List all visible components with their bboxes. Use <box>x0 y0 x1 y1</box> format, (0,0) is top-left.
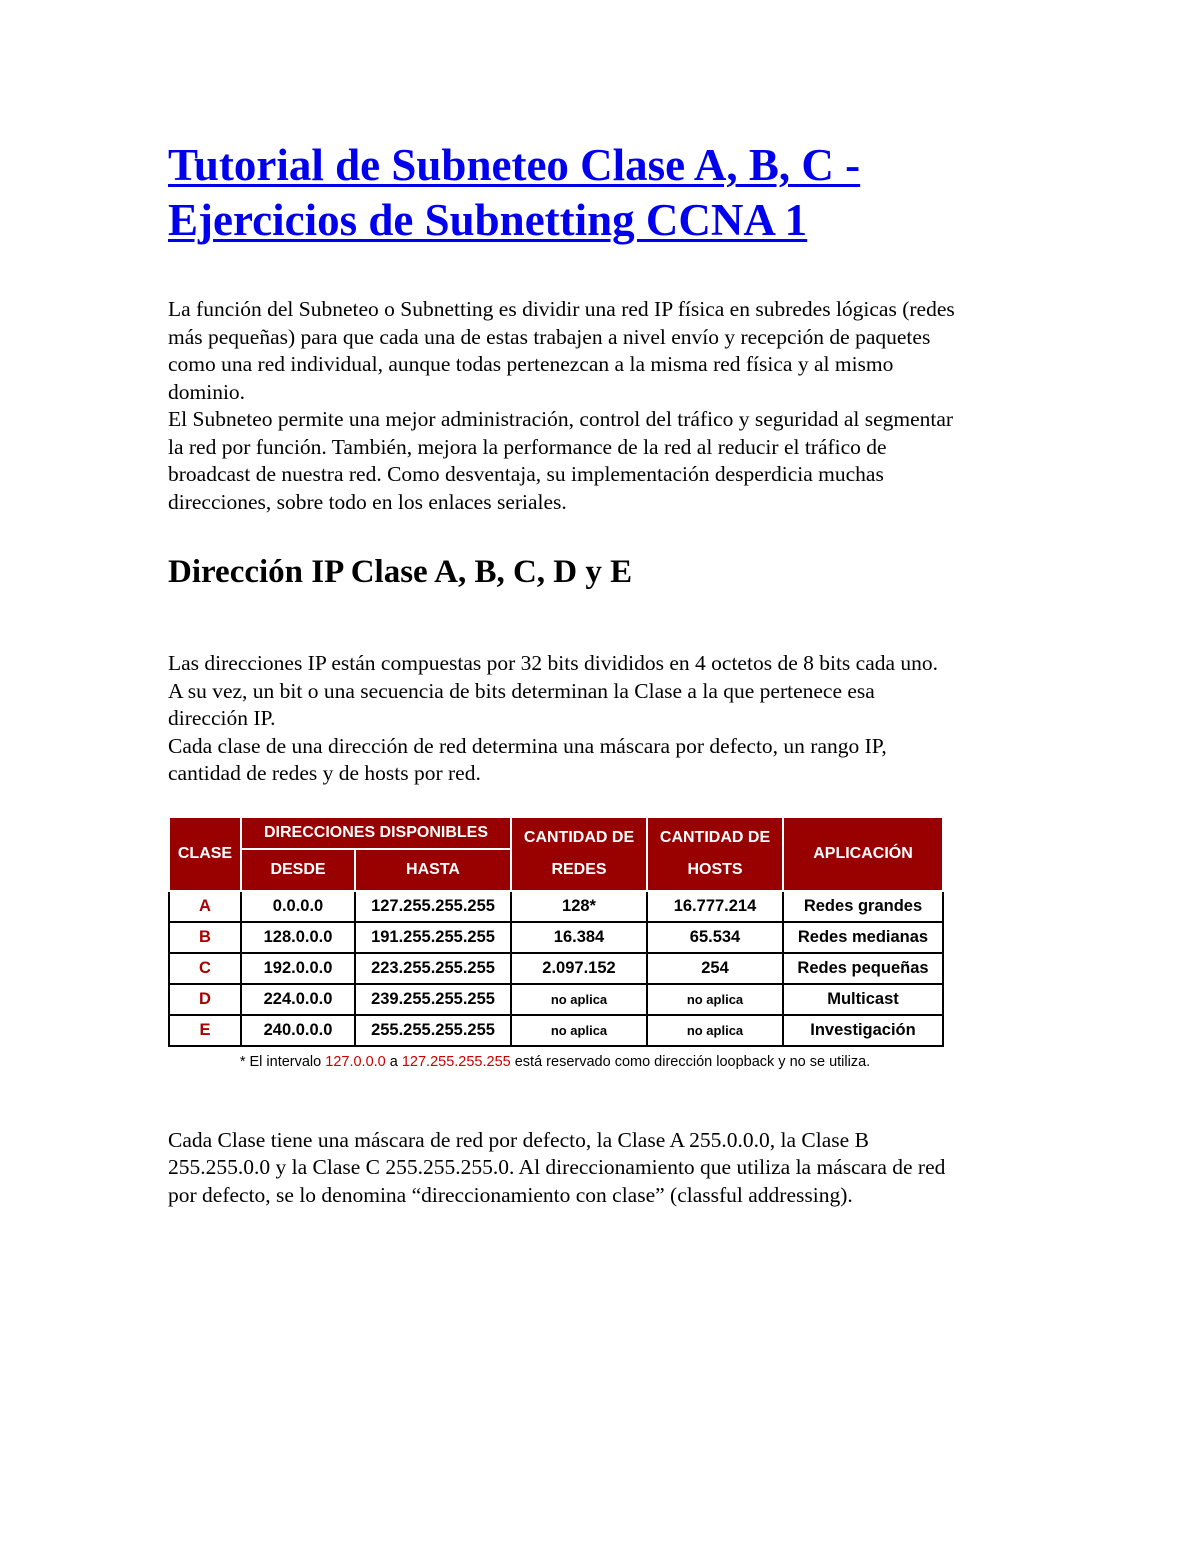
header-desde: DESDE <box>241 849 355 891</box>
header-redes-line1: CANTIDAD DE <box>523 828 635 846</box>
cell-desde: 192.0.0.0 <box>241 953 355 984</box>
cell-aplicacion: Redes pequeñas <box>783 953 943 984</box>
footnote-range-start: 127.0.0.0 <box>325 1053 386 1070</box>
cell-redes: 2.097.152 <box>511 953 647 984</box>
header-hosts-line2: HOSTS <box>687 860 743 878</box>
header-redes-line2: REDES <box>551 860 607 878</box>
intro-line: El Subneteo permite una mejor administración, control del tráfico y seguridad al segmentar <box>168 407 954 431</box>
title-line-1: Tutorial de Subneteo Clase A, B, C - <box>168 140 861 190</box>
section-heading: Dirección IP Clase A, B, C, D y E <box>168 554 633 590</box>
cell-hasta: 191.255.255.255 <box>355 922 511 953</box>
closing-paragraph <box>168 1127 1048 1210</box>
table-row <box>169 984 943 1015</box>
cell-clase: B <box>169 922 241 953</box>
intro-paragraph <box>168 296 1048 516</box>
cell-redes: 128* <box>511 891 647 922</box>
cell-clase: D <box>169 984 241 1015</box>
cell-aplicacion: Redes medianas <box>783 922 943 953</box>
footnote-prefix: * El intervalo <box>239 1053 326 1070</box>
cell-desde: 224.0.0.0 <box>241 984 355 1015</box>
cell-clase: A <box>169 891 241 922</box>
cell-hasta: 223.255.255.255 <box>355 953 511 984</box>
section-paragraph <box>168 650 1048 788</box>
table-row <box>169 1015 943 1046</box>
cell-redes: no aplica <box>511 1015 647 1046</box>
table-footnote <box>168 1053 942 1071</box>
cell-hosts: no aplica <box>647 1015 783 1046</box>
cell-aplicacion: Multicast <box>783 984 943 1015</box>
header-hosts-line1: CANTIDAD DE <box>659 828 771 846</box>
footnote-range-end: 127.255.255.255 <box>401 1053 511 1070</box>
cell-desde: 0.0.0.0 <box>241 891 355 922</box>
header-direcciones: DIRECCIONES DISPONIBLES <box>241 817 511 849</box>
footnote-middle: a <box>385 1053 402 1070</box>
section-line: Las direcciones IP están compuestas por 32 bits divididos en 4 octetos de 8 bits cada uno. <box>168 651 939 675</box>
title-line-2: Ejercicios de Subnetting CCNA 1 <box>168 195 808 245</box>
intro-line: La función del Subneteo o Subnetting es dividir una red IP física en subredes lógicas (redes <box>168 297 955 321</box>
cell-redes: no aplica <box>511 984 647 1015</box>
section-line: dirección IP. <box>168 706 276 730</box>
document-page <box>168 138 1048 1209</box>
cell-hasta: 239.255.255.255 <box>355 984 511 1015</box>
intro-line: direcciones, sobre todo en los enlaces seriales. <box>168 489 567 514</box>
cell-desde: 240.0.0.0 <box>241 1015 355 1046</box>
cell-aplicacion: Investigación <box>783 1015 943 1046</box>
title-link[interactable] <box>168 140 860 245</box>
cell-clase: E <box>169 1015 241 1046</box>
cell-hosts: 254 <box>647 953 783 984</box>
cell-redes: 16.384 <box>511 922 647 953</box>
intro-line: broadcast de nuestra red. Como desventaja, su implementación desperdicia muchas <box>168 462 884 486</box>
header-hosts <box>647 817 783 891</box>
footnote-suffix: está reservado como dirección loopback y no se utiliza. <box>510 1053 871 1070</box>
page-title <box>168 138 1048 248</box>
closing-line: Cada Clase tiene una máscara de red por defecto, la Clase A 255.0.0.0, la Clase B <box>168 1127 869 1152</box>
cell-aplicacion: Redes grandes <box>783 891 943 922</box>
intro-line: como una red individual, aunque todas pertenezcan a la misma red física y al mismo <box>168 352 894 376</box>
cell-hosts: no aplica <box>647 984 783 1015</box>
cell-hasta: 255.255.255.255 <box>355 1015 511 1046</box>
intro-line: la red por función. También, mejora la performance de la red al reducir el tráfico de <box>168 434 887 459</box>
ip-class-table <box>168 816 944 1047</box>
closing-line: 255.255.0.0 y la Clase C 255.255.255.0. Al direccionamiento que utiliza la máscara de red <box>168 1155 946 1179</box>
header-aplicacion: APLICACIÓN <box>783 817 943 891</box>
table-header-row <box>169 817 943 849</box>
header-redes <box>511 817 647 891</box>
cell-hosts: 65.534 <box>647 922 783 953</box>
cell-hasta: 127.255.255.255 <box>355 891 511 922</box>
intro-line: más pequeñas) para que cada una de estas trabajen a nivel envío y recepción de paquetes <box>168 324 931 349</box>
header-clase: CLASE <box>169 817 241 891</box>
ip-class-table-wrapper <box>168 816 942 1071</box>
closing-line: por defecto, se lo denomina “direccionamiento con clase” (classful addressing). <box>168 1182 853 1207</box>
section-line: cantidad de redes y de hosts por red. <box>168 761 481 785</box>
intro-line: dominio. <box>168 379 246 404</box>
table-row <box>169 953 943 984</box>
header-hasta: HASTA <box>355 849 511 891</box>
table-row <box>169 891 943 922</box>
section-line: A su vez, un bit o una secuencia de bits determinan la Clase a la que pertenece esa <box>168 678 875 703</box>
cell-hosts: 16.777.214 <box>647 891 783 922</box>
cell-clase: C <box>169 953 241 984</box>
table-row <box>169 922 943 953</box>
section-line: Cada clase de una dirección de red determina una máscara por defecto, un rango IP, <box>168 733 887 758</box>
cell-desde: 128.0.0.0 <box>241 922 355 953</box>
